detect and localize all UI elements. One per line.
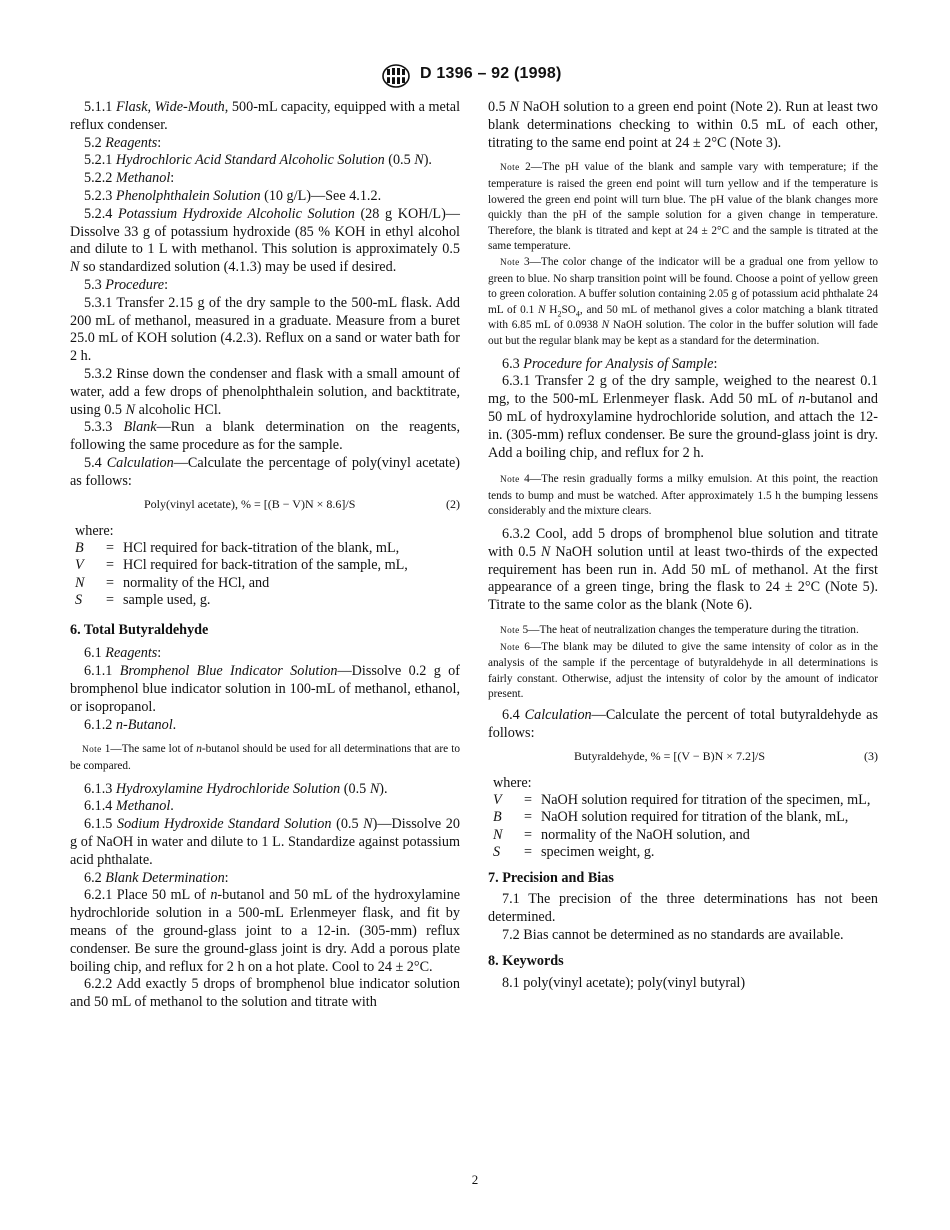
where-list-left [70, 523, 460, 610]
section-6-heading: 6. Total Butyraldehyde [70, 621, 209, 638]
para-5-2-3: 5.2.3 Phenolphthalein Solution (10 g/L)—See 4.1.2. [84, 187, 382, 204]
astm-logo-icon [381, 64, 411, 88]
where-label: where: [75, 522, 114, 539]
right-column [488, 99, 878, 992]
para-6-2-1: 6.2.1 Place 50 mL of n-butanol and 50 mL of the hydroxylamine hydrochloride solution in a 500-mL Erlenmeyer flask, and fit by means of the ground-glass joint to a 12-in. (305-mm) reflux condenser. Be sure the ground-glass joint is dry. Add a porous plate boiling chip, and reflux for 2 h on a hot plate. Cool to 24 ± 2°C. [70, 887, 461, 975]
where-item: S = sample used, g. [75, 592, 211, 609]
para-5-4: 5.4 Calculation—Calculate the percentage of poly(vinyl acetate) as follows: [70, 454, 460, 489]
where-item: N = normality of the HCl, and [75, 574, 270, 591]
para-6-2-2-continued: 0.5 N NaOH solution to a green end point (Note 2). Run at least two blank determinations checking to within 0.5 mL of each other, titrating to the same end point at 24 ± 2°C (Note 3). [488, 99, 878, 151]
para-6-1-5: 6.1.5 Sodium Hydroxide Standard Solution (0.5 N)—Dissolve 20 g of NaOH in water and dilute to 1 L. Standardize against potassium acid phthalate. [70, 816, 460, 868]
para-6-4: 6.4 Calculation—Calculate the percent of total butyraldehyde as follows: [488, 707, 879, 741]
where-label: where: [493, 774, 532, 791]
note-1: Note 1—The same lot of n-butanol should be used for all determinations that are to be compared. [70, 743, 460, 772]
page-number: 2 [471, 1172, 479, 1187]
where-item: V = NaOH solution required for titration of the specimen, mL, [493, 792, 871, 809]
para-6-1-3: 6.1.3 Hydroxylamine Hydrochloride Solution (0.5 N). [84, 780, 388, 797]
where-list-right [488, 775, 878, 862]
para-6-2-2: 6.2.2 Add exactly 5 drops of bromphenol blue indicator solution and 50 mL of methanol to the solution and titrate with [70, 976, 460, 1011]
document-id: D 1396 – 92 (1998) [420, 65, 562, 82]
para-6-3-2: 6.3.2 Cool, add 5 drops of bromphenol blue solution and titrate with 0.5 N NaOH solution until at least two-thirds of the expected requirement has been run in. Add 50 mL of methanol. At the first appearance of a green tinge, bring the flask to 24 ± 2°C (Note 5). Titrate to the same color as the blank (Note 6). [488, 526, 878, 614]
left-column [70, 99, 460, 1012]
para-6-2: 6.2 Blank Determination: [84, 869, 229, 886]
para-8-1: 8.1 poly(vinyl acetate); poly(vinyl butyral) [502, 974, 746, 991]
equation-2-number: (2) [446, 496, 460, 511]
where-item: S = specimen weight, g. [493, 844, 655, 861]
equation-2-text: Poly(vinyl acetate), % = [(B − V)N × 8.6]/S [144, 496, 356, 511]
equation-3 [488, 747, 878, 765]
para-7-1: 7.1 The precision of the three determinations has not been determined. [488, 891, 878, 926]
where-item: B = NaOH solution required for titration of the blank, mL, [493, 809, 849, 826]
where-item: B = HCl required for back-titration of the blank, mL, [75, 539, 400, 556]
section-8-heading: 8. Keywords [488, 952, 564, 969]
note-4: Note 4—The resin gradually forms a milky emulsion. At this point, the reaction tends to bump and must be watched. After approximately 1.5 h the bumping lessens considerably and the mixture clears. [488, 473, 878, 518]
para-6-1: 6.1 Reagents: [84, 645, 162, 662]
where-item: V = HCl required for back-titration of the sample, mL, [75, 557, 408, 574]
para-5-2: 5.2 Reagents: [84, 134, 162, 151]
para-6-3-1: 6.3.1 Transfer 2 g of the dry sample, weighed to the nearest 0.1 mg, to the 500-mL Erlenmeyer flask. Add 50 mL of n-butanol and 50 mL of hydroxylamine hydrochloride solution, and attach the 12-in. (305-mm) reflux condenser. Be sure the ground-glass joint is dry. Add a boiling chip, and reflux for 2 h. [488, 373, 878, 461]
para-5-3-3: 5.3.3 Blank—Run a blank determination on the reagents, following the same procedure as for the sample. [70, 419, 460, 454]
para-5-3-2: 5.3.2 Rinse down the condenser and flask with a small amount of water, add a few drops of phenolphthalein solution, and backtitrate, using 0.5 N alcoholic HCl. [70, 365, 460, 418]
para-6-3: 6.3 Procedure for Analysis of Sample: [502, 355, 718, 372]
para-5-3-1: 5.3.1 Transfer 2.15 g of the dry sample to the 500-mL flask. Add 200 mL of methanol, measured in a graduate. Measure from a buret 25.0 mL of KOH solution (4.2.3). Reflux on a sand or water bath for 2 h. [70, 294, 460, 365]
section-7-heading: 7. Precision and Bias [488, 869, 614, 886]
note-3: Note 3—The color change of the indicator will be a gradual one from yellow to green to blue. No sharp transition point will be found. Choose a point of yellow green to green coloration. A buffer solution containing 2.05 g of potassium acid phthalate 24 mL of 0.1 N $H_2SO_4$, and 50 mL of methanol gives a color matching a blank titrated with 6.85 mL of 0.0938 N NaOH solution. The color in the buffer solution will fade out but the regular blank may be kept as a standard for the determination. [488, 255, 878, 347]
where-item: N = normality of the NaOH solution, and [493, 826, 750, 843]
para-5-1-1: 5.1.1 Flask, Wide-Mouth, 500-mL capacity, equipped with a metal reflux condenser. [70, 99, 461, 133]
para-5-2-4: 5.2.4 Potassium Hydroxide Alcoholic Solution (28 g KOH/L)—Dissolve 33 g of potassium hydroxide (85 % KOH in ethyl alcohol and dilute to 1 L with methanol. This solution is approximately 0.5 N so standardized solution (4.1.3) may be used if desired. [70, 205, 460, 276]
para-5-3: 5.3 Procedure: [84, 276, 169, 293]
para-5-2-2: 5.2.2 Methanol: [84, 170, 175, 187]
equation-3-number: (3) [864, 748, 878, 763]
para-7-2: 7.2 Bias cannot be determined as no standards are available. [502, 927, 844, 944]
note-6: Note 6—The blank may be diluted to give the same intensity of color as in the analysis of the sample if the percentage of butyraldehyde in all determinations is fairly constant. Otherwise, adjust the intensity of color by the amount of indicator present. [488, 640, 878, 701]
page-header [0, 64, 950, 88]
para-6-1-4: 6.1.4 Methanol. [84, 798, 174, 815]
equation-2 [70, 495, 460, 513]
note-5: Note 5—The heat of neutralization changes the temperature during the titration. [500, 624, 859, 637]
note-2: Note 2—The pH value of the blank and sample vary with temperature; if the temperature is raised the green end point will turn yellow and if the temperature is lowered the green end point will turn blue. The pH value of the blank changes more quickly than the pH of the sample solution for a given change in temperature. Therefore, the blank is titrated and kept at 24 ± 2°C and the sample is titrated at the same temperature. [488, 161, 878, 253]
equation-3-text: Butyraldehyde, % = [(V − B)N × 7.2]/S [574, 748, 766, 763]
para-6-1-1: 6.1.1 Bromphenol Blue Indicator Solution—Dissolve 0.2 g of bromphenol blue indicator solution in 100-mL of methanol, ethanol, or isopropanol. [70, 663, 460, 715]
para-6-1-2: 6.1.2 n-Butanol. [84, 716, 177, 733]
para-5-2-1: 5.2.1 Hydrochloric Acid Standard Alcoholic Solution (0.5 N). [84, 152, 432, 169]
